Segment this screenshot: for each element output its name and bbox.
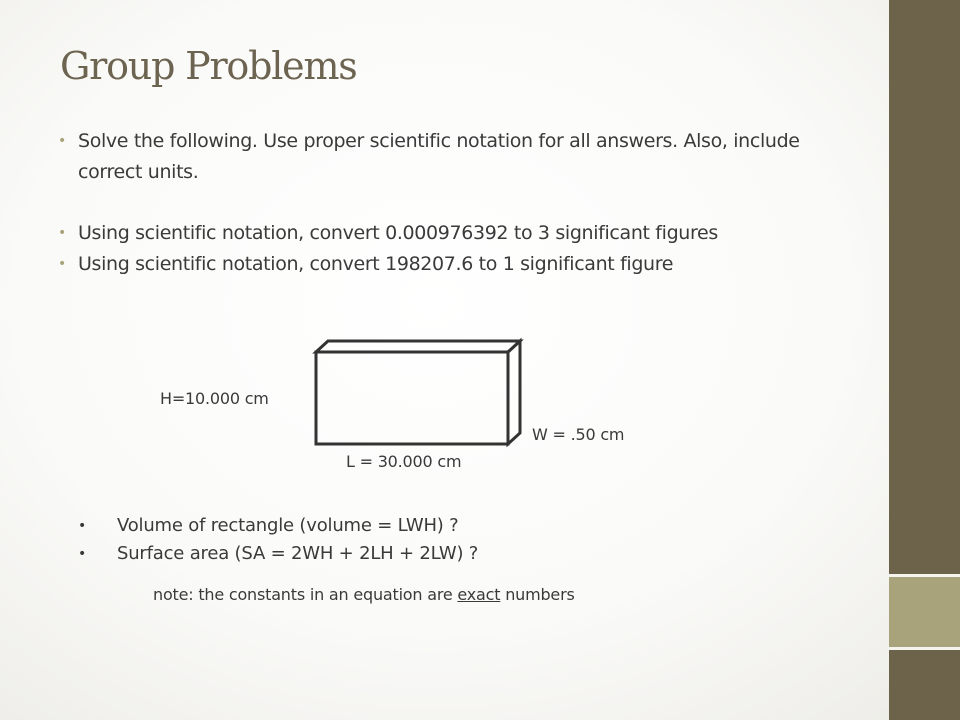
width-label: W = .50 cm <box>532 425 625 444</box>
question-list <box>78 512 478 568</box>
bullet-item-convert-2 <box>58 249 868 280</box>
question-text: Volume of rectangle (volume = LWH) ? <box>117 515 459 536</box>
sidebar-divider <box>889 647 960 650</box>
bullet-dot-icon: • <box>58 133 66 149</box>
bullet-text: Using scientific notation, convert 0.000976392 to 3 significant figures <box>78 222 718 244</box>
sidebar-band-bottom <box>889 648 960 720</box>
bullet-text: Solve the following. Use proper scientific notation for all answers. Also, include correct units. <box>78 130 800 183</box>
slide-title: Group Problems <box>60 44 357 88</box>
bullet-item-convert-1 <box>58 218 868 249</box>
bullet-dot-icon: • <box>78 546 87 562</box>
bullet-spacer <box>58 188 868 218</box>
prism-side-face <box>508 341 520 444</box>
sidebar-divider <box>889 574 960 577</box>
bullet-dot-icon: • <box>78 518 87 534</box>
bullet-dot-icon: • <box>58 225 66 241</box>
height-label: H=10.000 cm <box>160 389 269 408</box>
note-suffix: numbers <box>500 585 575 604</box>
prism-front-face <box>316 352 508 444</box>
question-volume <box>78 512 478 540</box>
bullet-list <box>58 126 868 280</box>
sidebar-band-accent <box>889 576 960 648</box>
decorative-sidebar <box>889 0 960 720</box>
note-emphasis: exact <box>457 585 501 604</box>
sidebar-band-top <box>889 0 960 576</box>
bullet-dot-icon: • <box>58 256 66 272</box>
prism-top-face <box>316 341 520 352</box>
note-prefix: note: the constants in an equation are <box>153 585 458 604</box>
question-text: Surface area (SA = 2WH + 2LH + 2LW) ? <box>117 543 479 564</box>
note-text <box>153 585 575 604</box>
length-label: L = 30.000 cm <box>346 452 462 471</box>
bullet-item-instructions <box>58 126 868 188</box>
bullet-text: Using scientific notation, convert 198207.6 to 1 significant figure <box>78 253 674 275</box>
question-surface-area <box>78 540 478 568</box>
